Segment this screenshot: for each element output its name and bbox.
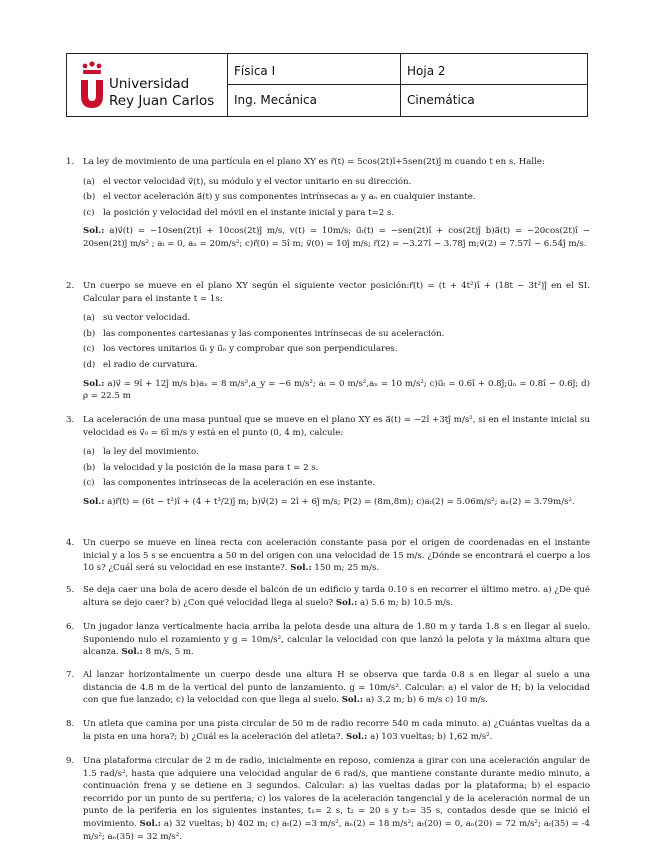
problem bbox=[66, 414, 590, 509]
solution-label: Sol.: bbox=[345, 731, 368, 742]
problem-number: 7. bbox=[66, 670, 75, 680]
solution-text: a) 32 vueltas; b) 402 m; c) aₜ(2) =3 m/s², aₙ(2) = 18 m/s²; aₜ(20) = 0, aₙ(20) = 72 m/s²; aₜ(35) = -4 m/s²; aₙ(35) = 32 m/s². bbox=[83, 818, 590, 842]
solution-label: Sol.: bbox=[83, 496, 105, 507]
problem-number: 2. bbox=[66, 281, 75, 291]
sub-item bbox=[83, 477, 590, 490]
solution-label: Sol.: bbox=[121, 647, 143, 658]
sub-item-text: las componentes intrínsecas de la aceleración en ese instante. bbox=[103, 478, 376, 489]
header-table bbox=[66, 53, 588, 117]
solution bbox=[83, 225, 590, 250]
sub-item-text: la velocidad y la posición de la masa para t = 2 s. bbox=[103, 462, 319, 473]
problem-text bbox=[83, 584, 590, 609]
sub-item-text: el radio de curvatura. bbox=[103, 359, 198, 370]
solution bbox=[83, 378, 590, 403]
solution-text: a) 3.2 m; b) 6 m/s c) 10 m/s. bbox=[365, 695, 488, 706]
problem bbox=[66, 156, 590, 251]
problem-number: 9. bbox=[66, 756, 75, 766]
problem-body: Un jugador lanza verticalmente hacia arriba la pelota desde una altura de 1.80 m y tarda 1.8 s en llegar al suelo. Suponiendo nulo el rozamiento y g = 10m/s², calcular la velocidad con que lanzó la pelota y la máxima altura que alcanza. bbox=[83, 622, 590, 658]
sub-item-label: (a) bbox=[83, 447, 95, 458]
university-line2: Rey Juan Carlos bbox=[109, 93, 215, 109]
sub-items bbox=[83, 312, 590, 371]
sub-item-text: las componentes cartesianas y las componentes intrínsecas de su aceleración. bbox=[103, 328, 445, 339]
problem-number: 5. bbox=[66, 585, 75, 595]
sub-item-label: (a) bbox=[83, 176, 95, 187]
sub-item-label: (b) bbox=[83, 192, 96, 203]
sub-item bbox=[83, 191, 590, 204]
problem-number: 1. bbox=[66, 157, 75, 167]
sub-item bbox=[83, 359, 590, 372]
sheet-title: Hoja 2 bbox=[407, 64, 446, 78]
problem-body: Se deja caer una bola de acero desde el balcón de un edificio y tarda 0.10 s en recorrer el último metro. a) ¿De qué altura se dejo caer? b) ¿Con qué velocidad llega al suelo? bbox=[83, 585, 590, 608]
solution-label: Sol.: bbox=[341, 695, 364, 706]
sub-items bbox=[83, 176, 590, 220]
problem-body: Al lanzar horizontalmente un cuerpo desde una altura H se observa que tarda 0.8 s en llegar al suelo a una distancia de 4.8 m de la vertical del punto de lanzamiento. g = 10m/s². Calcular: a) el valor de H; b) la velocidad con que fue lanzado; c) la velocidad con que llega al suelo. bbox=[83, 670, 590, 706]
sub-item-text: la posición y velocidad del móvil en el instante inicial y para t=2 s. bbox=[103, 207, 395, 218]
solution-text: a) 103 vueltas; b) 1,62 m/s². bbox=[370, 731, 493, 742]
problem-text: Un cuerpo se mueve en el plano XY según el siguiente vector posición:r⃗(t) = (t + 4t²)î + (18t − 3t²)ĵ en el SI. Calcular para el instante t = 1s: bbox=[83, 281, 590, 304]
problem-text bbox=[83, 621, 590, 659]
row-divider bbox=[401, 84, 587, 85]
problem bbox=[66, 718, 590, 743]
sheet-cell bbox=[401, 54, 587, 116]
sub-item bbox=[83, 446, 590, 459]
problem bbox=[66, 584, 590, 609]
problem-body: Un cuerpo se mueve en línea recta con aceleración constante pasa por el origen de coordenadas en el instante inicial y a los 5 s se encuentra a 50 m del origen con una velocidad de 15 m/s. ¿Dónde se encontrará el cuerpo a los 10 s? ¿Cuál será su velocidad en ese instante?. bbox=[83, 538, 590, 574]
row-divider bbox=[228, 84, 400, 85]
sub-item-label: (a) bbox=[83, 313, 95, 324]
sub-item bbox=[83, 328, 590, 341]
problem-body: Un atleta que camina por una pista circular de 50 m de radio recorre 540 m cada minuto. a) ¿Cuántas vueltas da a la pista en una hora?; b) ¿Cuál es la aceleración del atleta?. bbox=[83, 719, 590, 742]
problem-text bbox=[83, 718, 590, 743]
subject-title: Física I bbox=[234, 64, 276, 78]
solution-text: a) 5.6 m; b) 10.5 m/s. bbox=[359, 597, 454, 608]
problem bbox=[66, 755, 590, 843]
sub-item bbox=[83, 462, 590, 475]
subject-cell bbox=[228, 54, 401, 116]
solution-text: a)v⃗ = 9î + 12ĵ m/s b)aₓ = 8 m/s²,a_y = −6 m/s²; aₜ = 0 m/s²,aₙ = 10 m/s²; c)u⃗ₜ = 0.6î + 0.8ĵ;u⃗ₙ = 0.8î − 0.6ĵ; d) ρ = 22.5 m bbox=[83, 378, 590, 402]
sub-item bbox=[83, 176, 590, 189]
sub-item bbox=[83, 343, 590, 356]
problem-text: La aceleración de una masa puntual que se mueve en el plano XY es a⃗(t) = −2î +3tĵ m/s², si en el instante inicial su velocidad es v⃗₀ = 6î m/s y está en el punto (0, 4 m), calcule: bbox=[83, 415, 590, 438]
problem-number: 6. bbox=[66, 622, 75, 632]
solution-text: 8 m/s, 5 m. bbox=[145, 647, 194, 658]
sub-item bbox=[83, 207, 590, 220]
solution-text: a)v⃗(t) = −10sen(2t)î + 10cos(2t)ĵ m/s, v(t) = 10m/s; u⃗ₜ(t) = −sen(2t)î + cos(2t)ĵ b)a⃗(t) = −20cos(2t)î − 20sen(2t)ĵ m/s² ; aₜ = 0, aₙ = 20m/s²; c)r⃗(0) = 5î m; v⃗(0) = 10ĵ m/s; r⃗(2) = −3.27î − 3.78ĵ m;v⃗(2) = 7.57î − 6.54ĵ m/s. bbox=[83, 226, 591, 249]
solution-label: Sol.: bbox=[139, 818, 161, 829]
sub-item-text: su vector velocidad. bbox=[103, 313, 191, 324]
sub-item-label: (d) bbox=[83, 359, 96, 370]
solution-text: 150 m; 25 m/s. bbox=[314, 563, 380, 574]
logo-cell bbox=[67, 54, 228, 116]
problem-number: 3. bbox=[66, 415, 75, 425]
problem bbox=[66, 280, 590, 403]
problem bbox=[66, 621, 590, 659]
problem-text bbox=[83, 669, 590, 707]
problem bbox=[66, 669, 590, 707]
sub-item-label: (b) bbox=[83, 328, 96, 339]
sub-item bbox=[83, 312, 590, 325]
university-line1: Universidad bbox=[109, 76, 190, 92]
sub-item-text: el vector velocidad v⃗(t), su módulo y el vector unitario en su dirección. bbox=[103, 176, 412, 187]
solution-label: Sol.: bbox=[83, 378, 105, 389]
sub-item-text: la ley del movimiento. bbox=[103, 447, 199, 458]
sub-item-text: los vectores unitarios u⃗ₜ y u⃗ₙ y comprobar que son perpendiculares. bbox=[103, 344, 398, 355]
sub-item-label: (c) bbox=[83, 478, 95, 489]
solution-label: Sol.: bbox=[290, 563, 312, 574]
sub-item-label: (c) bbox=[83, 207, 95, 218]
problem-text bbox=[83, 755, 590, 843]
university-logo-icon bbox=[75, 60, 109, 110]
problem bbox=[66, 537, 590, 575]
problem-number: 4. bbox=[66, 538, 75, 548]
solution bbox=[83, 496, 590, 509]
sub-item-label: (b) bbox=[83, 462, 96, 473]
solution-label: Sol.: bbox=[335, 597, 358, 608]
solution-label: Sol.: bbox=[83, 226, 105, 237]
problem-text: La ley de movimiento de una partícula en el plano XY es r⃗(t) = 5cos(2t)î+5sen(2t)ĵ m cuando t en s. Halle: bbox=[83, 157, 545, 167]
university-name bbox=[109, 76, 214, 110]
sub-items bbox=[83, 446, 590, 490]
solution-text: a)r⃗(t) = (6t − t²)î + (4 + t³/2)ĵ m; b)v⃗(2) = 2î + 6ĵ m/s; P(2) = (8m,8m); c)aₜ(2) = 5.06m/s²; aₙ(2) = 3.79m/s². bbox=[107, 496, 575, 507]
problem-number: 8. bbox=[66, 719, 75, 729]
sub-item-label: (c) bbox=[83, 344, 95, 355]
sub-item-text: el vector aceleración a⃗(t) y sus componentes intrínsecas aₜ y aₙ en cualquier instante. bbox=[103, 192, 476, 203]
degree-title: Ing. Mecánica bbox=[234, 93, 317, 107]
topic-title: Cinemática bbox=[407, 93, 475, 107]
problem-text bbox=[83, 537, 590, 575]
problem-body: Una plataforma circular de 2 m de radio, inicialmente en reposo, comienza a girar con una aceleración angular de 1.5 rad/s², hasta que adquiere una velocidad angular de 6 rad/s, que mantiene constante durante medio minuto, a continuación frena y se detiene en 3 segundos. Calcular: a) las vueltas dadas por la plataforma; b) el espacio recorrido por un punto de su periferia; c) los valores de la aceleración tangencial y de la aceleración normal de un punto de la periferia en los siguientes instantes, t₁= 2 s, t₂ = 20 s y t₃= 35 s, contados desde que se inició el movimiento. bbox=[83, 756, 590, 829]
